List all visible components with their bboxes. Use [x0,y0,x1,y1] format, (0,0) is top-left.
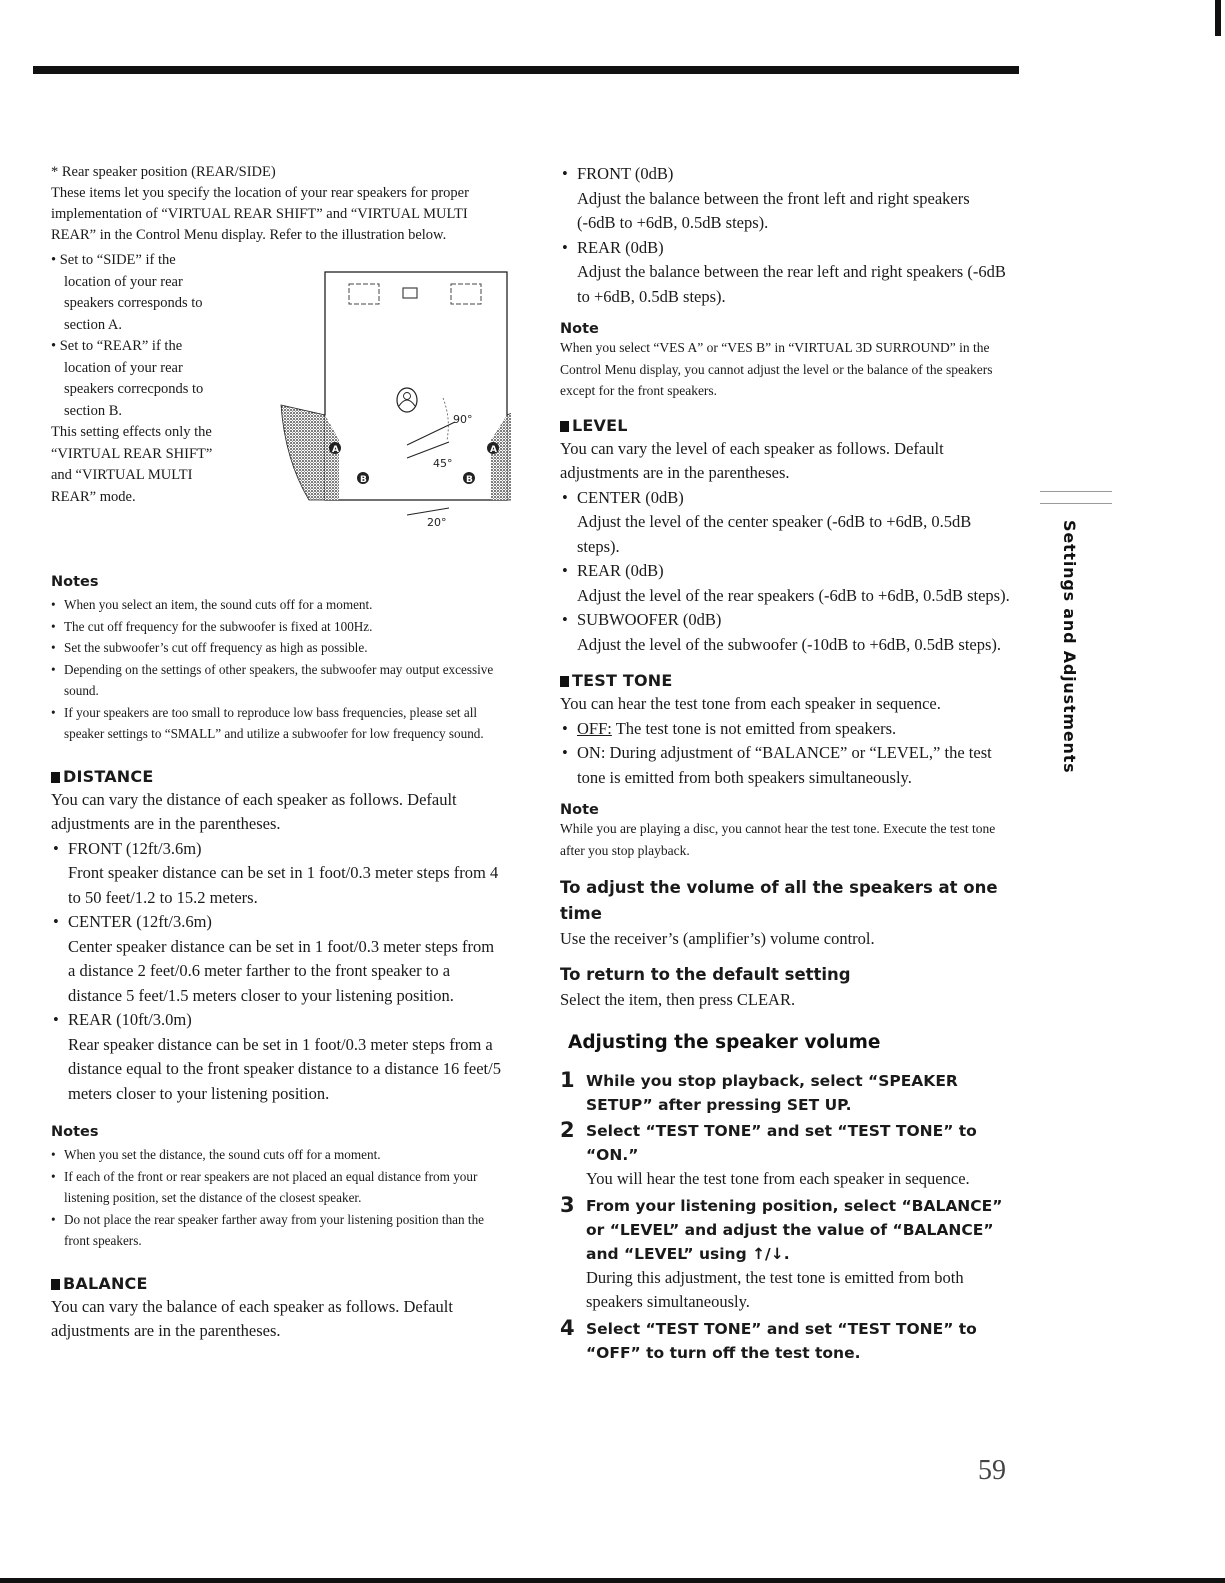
procedure-step-3: 3 From your listening position, select “BALANCE” or “LEVEL” and adjust the value of “BALANCE” and “LEVEL” using ↑/↓. During this adjustment, the test tone is emitted from both speakers simultaneously. [560,1192,1003,1311]
svg-text:B: B [360,475,367,485]
test-tone-item-off: • OFF: The test tone is not emitted from speakers. [560,717,1012,742]
top-rule [33,66,1019,74]
left-column [51,162,503,1344]
adjust-all-heading: To adjust the volume of all the speakers at one time [560,878,998,923]
notes-heading-2: Notes [51,1124,99,1140]
svg-text:B: B [466,475,473,485]
balance-note-heading: Note [560,321,599,337]
note-item: • Do not place the rear speaker farther away from your listening position than the front speakers. [51,1209,503,1252]
distance-intro: You can vary the distance of each speaker as follows. Default adjustments are in the parentheses. [51,789,457,833]
level-heading: LEVEL [560,416,1012,435]
note-item: • The cut off frequency for the subwoofer is fixed at 100Hz. [51,616,503,638]
svg-text:A: A [490,445,497,455]
section-a-right [507,405,511,500]
balance-list [560,162,1012,309]
angle-line-20 [407,508,449,515]
room-diagram [221,250,511,550]
angle-45-label: 45° [433,457,453,470]
side-setting-bullet: • Set to “SIDE” if the [51,252,176,268]
level-item-subwoofer: • SUBWOOFER (0dB) Adjust the level of the subwoofer (-10dB to +6dB, 0.5dB steps). [560,608,1012,657]
side-setting-rest: location of your rear speakers corresponds to section A. [64,273,203,333]
balance-note-text: When you select “VES A” or “VES B” in “VIRTUAL 3D SURROUND” in the Control Menu display, you cannot adjust the level or the balance of the speakers except for the front speakers. [560,340,993,398]
procedure-steps [560,1069,1012,1365]
note-item: • Set the subwoofer’s cut off frequency as high as possible. [51,637,503,659]
level-list [560,486,1012,658]
section-a-inner-left [325,415,339,500]
notes-list-2 [51,1144,503,1252]
test-tone-item-on: • ON: During adjustment of “BALANCE” or “LEVEL,” the test tone is emitted from both speakers simultaneously. [560,741,1012,790]
balance-heading: BALANCE [51,1274,503,1293]
note-item: • If your speakers are too small to reproduce low bass frequencies, please set all speaker settings to “SMALL” and utilize a subwoofer for low frequency sound. [51,702,503,745]
svg-text:A: A [332,445,339,455]
speaker-position-figure [51,250,503,566]
rear-position-intro: These items let you specify the location of your rear speakers for proper implementation of “VIRTUAL REAR SHIFT” and “VIRTUAL MULTI REAR” in the Control Menu display. Refer to the illustration below. [51,185,469,243]
rear-setting-rest: location of your rear speakers correcponds to section B. [64,359,204,419]
notes-heading-1: Notes [51,574,99,590]
front-right-speaker-icon [451,284,481,304]
side-tab-lines [1040,491,1112,515]
page-number: 59 [978,1455,1006,1486]
level-item-center: • CENTER (0dB) Adjust the level of the center speaker (-6dB to +6dB, 0.5dB steps). [560,486,1012,560]
distance-item-center: • CENTER (12ft/3.6m) Center speaker distance can be set in 1 foot/0.3 meter steps from a distance 2 feet/0.6 meter farther to the front speaker to a distance 5 feet/1.5 meters closer to your listening position. [51,910,503,1008]
figure-caption-text [51,250,229,508]
section-a-inner-right [491,415,507,500]
room-outline [325,272,507,500]
section-a-left [281,405,325,500]
note-item: • Depending on the settings of other speakers, the subwoofer may output excessive sound. [51,659,503,702]
front-left-speaker-icon [349,284,379,304]
note-item: • If each of the front or rear speakers are not placed an equal distance from your listening position, set the distance of the closest speaker. [51,1166,503,1209]
notes-list-1 [51,594,503,745]
level-item-rear: • REAR (0dB) Adjust the level of the rear speakers (-6dB to +6dB, 0.5dB steps). [560,559,1012,608]
test-tone-intro: You can hear the test tone from each speaker in sequence. [560,694,941,713]
distance-heading: DISTANCE [51,767,503,786]
return-default-heading: To return to the default setting [560,964,851,984]
procedure-title: Adjusting the speaker volume [568,1032,881,1053]
distance-item-rear: • REAR (10ft/3.0m) Rear speaker distance can be set in 1 foot/0.3 meter steps from a distance equal to the front speaker distance to a distance 16 feet/5 meters closer to your listening position. [51,1008,503,1106]
distance-item-front: • FRONT (12ft/3.6m) Front speaker distance can be set in 1 foot/0.3 meter steps from 4 to 50 feet/1.2 to 15.2 meters. [51,837,503,911]
rear-position-bullet: * Rear speaker position (REAR/SIDE) [51,164,276,180]
section-b-left-label [357,472,369,485]
section-b-right-label [463,472,475,485]
balance-intro: You can vary the balance of each speaker as follows. Default adjustments are in the parentheses. [51,1296,453,1340]
test-tone-list [560,717,1012,791]
note-item: • When you select an item, the sound cuts off for a moment. [51,594,503,616]
procedure-step-1: 1 While you stop playback, select “SPEAKER SETUP” after pressing SET UP. [560,1068,958,1114]
listener-icon [397,388,417,412]
test-tone-heading: TEST TONE [560,671,1012,690]
tv-icon [403,288,417,298]
setting-effect-text: This setting effects only the “VIRTUAL REAR SHIFT” and “VIRTUAL MULTI REAR” mode. [51,424,213,505]
test-tone-note-heading: Note [560,802,599,818]
procedure-step-4: 4 Select “TEST TONE” and set “TEST TONE” to “OFF” to turn off the test tone. [560,1315,977,1362]
procedure-step-2: 2 Select “TEST TONE” and set “TEST TONE” to “ON.” You will hear the test tone from each speaker in sequence. [560,1118,977,1188]
section-side-tab: Settings and Adjustments [1060,520,1079,774]
distance-list [51,837,503,1107]
corner-mark [1215,0,1221,36]
rear-setting-bullet: • Set to “REAR” if the [51,338,183,354]
test-tone-note-text: While you are playing a disc, you cannot hear the test tone. Execute the test tone after you stop playback. [560,821,996,858]
angle-line-45 [407,442,449,458]
rear-position-label: Rear speaker position (REAR/SIDE) [61,164,276,180]
note-item: • When you set the distance, the sound cuts off for a moment. [51,1144,503,1166]
return-default-text: Select the item, then press CLEAR. [560,989,796,1009]
angle-20-label: 20° [427,516,447,529]
bottom-rule [0,1578,1225,1583]
right-column [560,162,1012,1367]
angle-90-label: 90° [453,413,473,426]
adjust-all-text: Use the receiver’s (amplifier’s) volume control. [560,929,875,948]
balance-item-rear: • REAR (0dB) Adjust the balance between the rear left and right speakers (-6dB to +6dB, 0.5dB steps). [560,236,1012,310]
level-intro: You can vary the level of each speaker as follows. Default adjustments are in the parentheses. [560,438,944,482]
balance-item-front: • FRONT (0dB) Adjust the balance between the front left and right speakers (-6dB to +6dB, 0.5dB steps). [560,162,1012,236]
